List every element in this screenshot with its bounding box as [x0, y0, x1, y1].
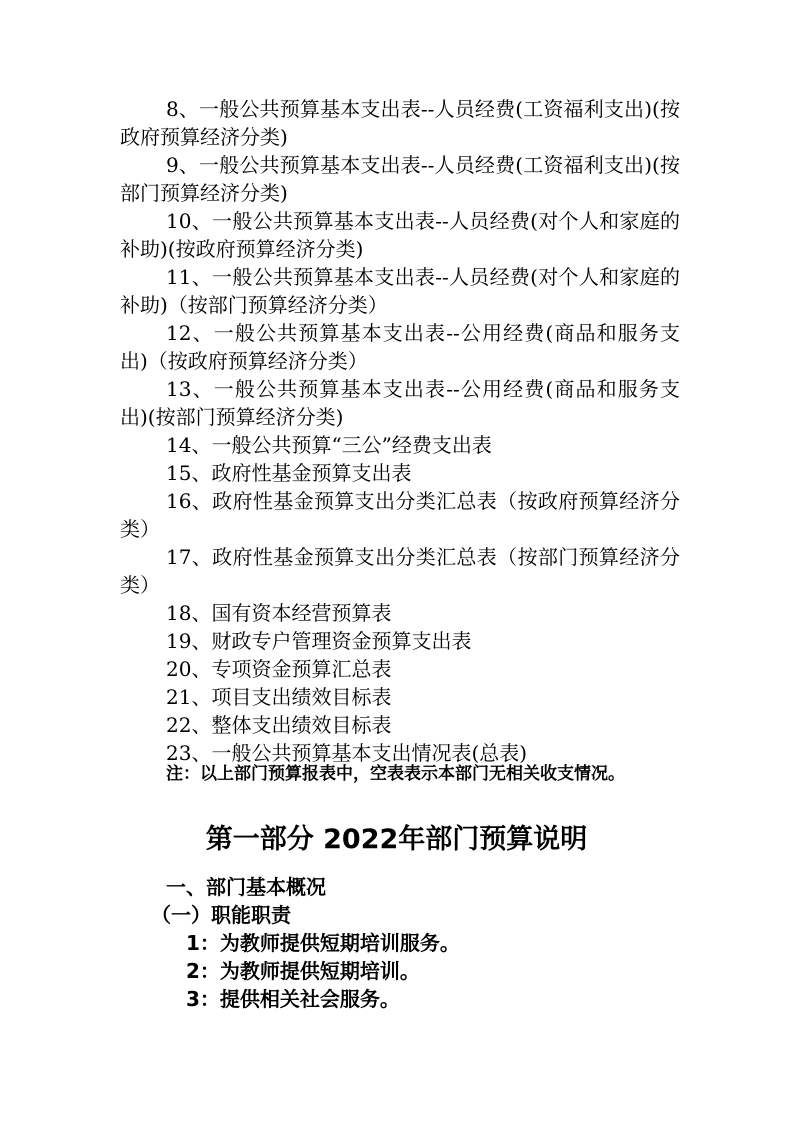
list-item: 21、项目支出绩效目标表	[166, 685, 392, 709]
list-item: 13、一般公共预算基本支出表--公用经费(商品和服务支出)(按部门预算经济分类)	[120, 377, 680, 429]
list-item: 10、一般公共预算基本支出表--人员经费(对个人和家庭的补助)(按政府预算经济分类)	[120, 209, 680, 261]
list-item: 15、政府性基金预算支出表	[166, 461, 412, 485]
list-item: 11、一般公共预算基本支出表--人员经费(对个人和家庭的补助)（按部门预算经济分类）	[120, 265, 680, 317]
list-item: 16、政府性基金预算支出分类汇总表（按政府预算经济分类）	[120, 489, 680, 541]
section-heading: 一、部门基本概况	[166, 875, 326, 899]
list-item: 14、一般公共预算“三公”经费支出表	[166, 433, 492, 457]
list-item: 22、整体支出绩效目标表	[166, 713, 392, 737]
duty-item: 2：为教师提供短期培训。	[186, 959, 420, 983]
list-item: 17、政府性基金预算支出分类汇总表（按部门预算经济分类）	[120, 545, 680, 597]
list-item: 8、一般公共预算基本支出表--人员经费(工资福利支出)(按政府预算经济分类)	[120, 97, 680, 149]
list-item: 20、专项资金预算汇总表	[166, 657, 392, 681]
list-item: 19、财政专户管理资金预算支出表	[166, 629, 472, 653]
duty-item: 3：提供相关社会服务。	[186, 987, 400, 1011]
list-item: 9、一般公共预算基本支出表--人员经费(工资福利支出)(按部门预算经济分类)	[120, 153, 680, 205]
list-item: 18、国有资本经营预算表	[166, 601, 392, 625]
list-item: 12、一般公共预算基本支出表--公用经费(商品和服务支出)（按政府预算经济分类）	[120, 321, 680, 373]
part-title: 第一部分 2022年部门预算说明	[205, 824, 588, 855]
report-table-list	[120, 95, 680, 767]
duty-item: 1：为教师提供短期培训服务。	[186, 931, 460, 955]
report-note: 注：以上部门预算报表中，空表表示本部门无相关收支情况。	[166, 764, 625, 784]
list-item: 23、一般公共预算基本支出情况表(总表)	[166, 741, 528, 765]
subsection-heading: （一）职能职责	[151, 903, 291, 927]
